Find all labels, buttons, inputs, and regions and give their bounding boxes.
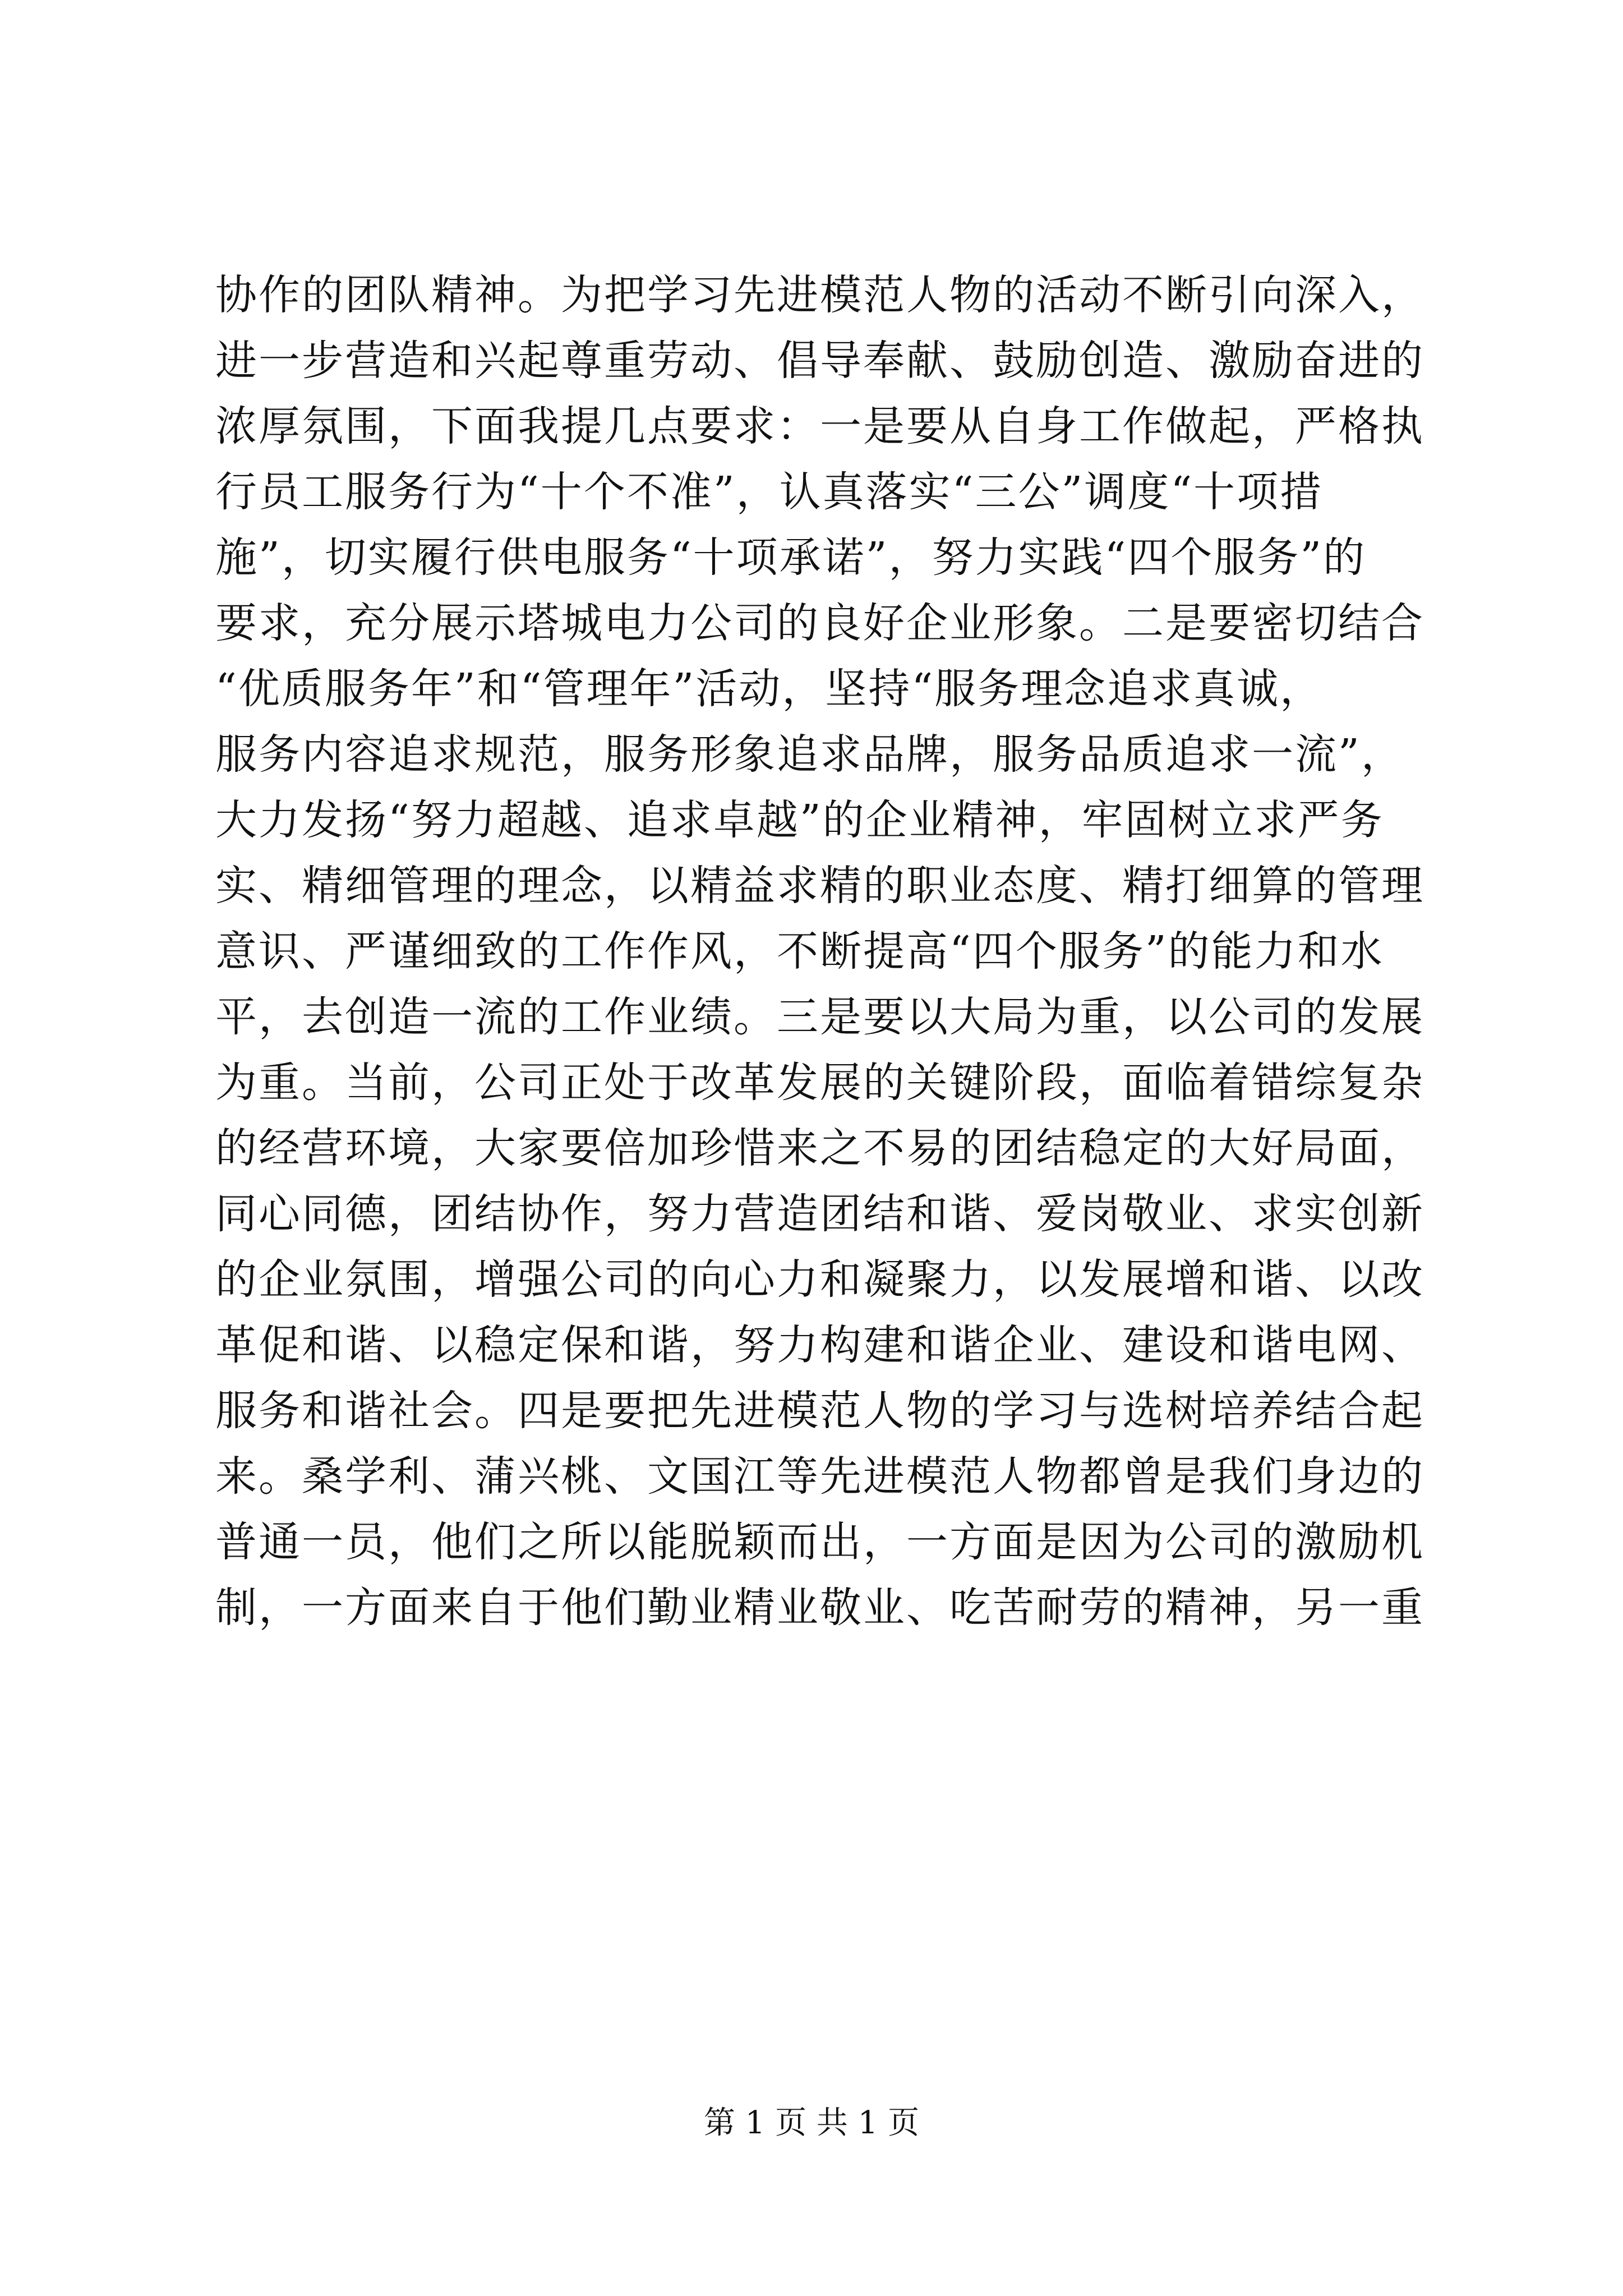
text-line: 实、精细管理的理念，以精益求精的职业态度、精打细算的管理 [215, 862, 1424, 910]
text-line: 浓厚氛围，下面我提几点要求：一是要从自身工作做起，严格执 [215, 402, 1424, 450]
text-line: 服务内容追求规范，服务形象追求品牌，服务品质追求一流”， [215, 730, 1404, 779]
text-line: 要求，充分展示塔城电力公司的良好企业形象。二是要密切结合 [215, 599, 1424, 647]
text-line: 施”，切实履行供电服务“十项承诺”，努力实践“四个服务”的 [215, 533, 1367, 582]
text-line: 协作的团队精神。为把学习先进模范人物的活动不断引向深入， [215, 271, 1424, 319]
text-line: 同心同德，团结协作，努力营造团结和谐、爱岗敬业、求实创新 [215, 1190, 1424, 1238]
text-line: 普通一员，他们之所以能脱颖而出，一方面是因为公司的激励机 [215, 1518, 1424, 1566]
text-line: 的企业氛围，增强公司的向心力和凝聚力，以发展增和谐、以改 [215, 1255, 1424, 1304]
text-line: 服务和谐社会。四是要把先进模范人物的学习与选树培养结合起 [215, 1387, 1424, 1435]
text-line: 革促和谐、以稳定保和谐，努力构建和谐企业、建设和谐电网、 [215, 1321, 1424, 1369]
text-line: “优质服务年”和“管理年”活动，坚持“服务理念追求真诚， [215, 665, 1324, 713]
text-line: 为重。当前，公司正处于改革发展的关键阶段，面临着错综复杂 [215, 1059, 1424, 1107]
text-line: 意识、严谨细致的工作作风，不断提高“四个服务”的能力和水 [215, 927, 1384, 976]
text-line: 来。桑学利、蒲兴桃、文国江等先进模范人物都曾是我们身边的 [215, 1452, 1424, 1501]
text-line: 制，一方面来自于他们勤业精业敬业、吃苦耐劳的精神，另一重 [215, 1584, 1424, 1632]
text-line: 行员工服务行为“十个不准”，认真落实“三公”调度“十项措 [215, 468, 1324, 516]
text-line: 进一步营造和兴起尊重劳动、倡导奉献、鼓励创造、激励奋进的 [215, 337, 1424, 385]
text-line: 的经营环境，大家要倍加珍惜来之不易的团结稳定的大好局面， [215, 1124, 1424, 1172]
text-line: 大力发扬“努力超越、追求卓越”的企业精神，牢固树立求严务 [215, 796, 1384, 844]
text-line: 平，去创造一流的工作业绩。三是要以大局为重，以公司的发展 [215, 993, 1424, 1041]
body-text [215, 263, 1438, 1641]
page-footer: 第 1 页 共 1 页 [703, 2105, 920, 2141]
